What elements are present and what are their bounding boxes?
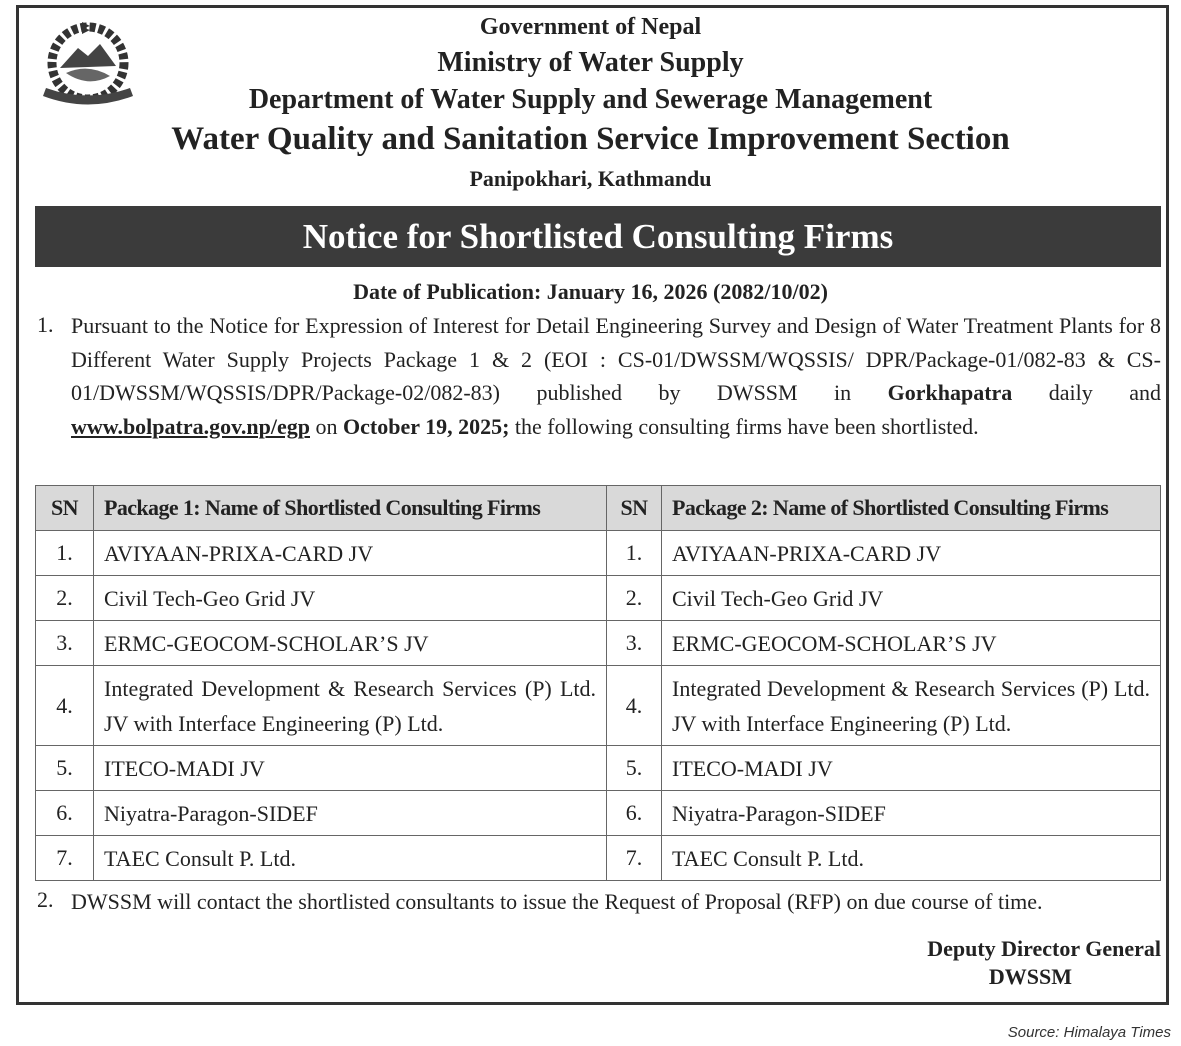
sn-cell: 6. — [607, 791, 662, 836]
bolpatra-link[interactable]: www.bolpatra.gov.np/egp — [71, 413, 310, 439]
table-row — [36, 621, 1161, 666]
package1-firm: AVIYAAN-PRIXA-CARD JV — [94, 531, 607, 576]
para1-text: Pursuant to the Notice for Expression of Interest for Detail Engineering Survey and Design of Water Treatment Plants for 8 Different Water Supply Projects Package 1 & 2 (EOI : CS-01/DWSSM/WQSSIS/ DPR/Package-01/082-83 & CS-01/DWSSM/WQSSIS/DPR/Package-02/082-83) published by DWSSM in — [71, 313, 1161, 405]
eoi-date: October 19, 2025; — [343, 413, 510, 439]
package2-firm: ERMC-GEOCOM-SCHOLAR’S JV — [662, 621, 1161, 666]
sn-cell: 4. — [607, 666, 662, 746]
sn-cell: 2. — [607, 576, 662, 621]
table-row — [36, 666, 1161, 746]
package2-firm: ITECO-MADI JV — [662, 746, 1161, 791]
package2-firm: Integrated Development & Research Services (P) Ltd. JV with Interface Engineering (P) Ltd. — [662, 666, 1161, 746]
para1-text: daily and — [1012, 380, 1161, 405]
table-row — [36, 531, 1161, 576]
sn-cell: 1. — [36, 531, 94, 576]
shortlist-table — [35, 485, 1161, 881]
package1-firm: ERMC-GEOCOM-SCHOLAR’S JV — [94, 621, 607, 666]
sn-cell: 6. — [36, 791, 94, 836]
header-sn: SN — [607, 486, 662, 531]
package1-firm: Civil Tech-Geo Grid JV — [94, 576, 607, 621]
header-package2: Package 2: Name of Shortlisted Consulting Firms — [662, 486, 1161, 531]
newspaper-name: Gorkhapatra — [887, 380, 1013, 405]
para1-text: the following consulting firms have been shortlisted. — [509, 413, 979, 439]
header-package1: Package 1: Name of Shortlisted Consulting Firms — [94, 486, 607, 531]
header-section: Water Quality and Sanitation Service Improvement Section — [171, 121, 1010, 157]
package1-firm: TAEC Consult P. Ltd. — [94, 836, 607, 881]
header-address: Panipokhari, Kathmandu — [469, 166, 712, 191]
para1-number: 1. — [37, 312, 54, 337]
para2-number: 2. — [37, 887, 54, 912]
sn-cell: 4. — [36, 666, 94, 746]
sn-cell: 3. — [607, 621, 662, 666]
table-row — [36, 836, 1161, 881]
package2-firm: Niyatra-Paragon-SIDEF — [662, 791, 1161, 836]
header-department: Department of Water Supply and Sewerage Management — [248, 84, 933, 115]
signature-org: DWSSM — [988, 964, 1072, 989]
para2: DWSSM will contact the shortlisted consultants to issue the Request of Proposal (RFP) on due course of time. — [71, 889, 1043, 914]
sn-cell: 1. — [607, 531, 662, 576]
sn-cell: 7. — [36, 836, 94, 881]
package1-firm: Niyatra-Paragon-SIDEF — [94, 791, 607, 836]
sn-cell: 5. — [36, 746, 94, 791]
header-ministry: Ministry of Water Supply — [437, 47, 744, 78]
notice-title: Notice for Shortlisted Consulting Firms — [35, 206, 1161, 267]
sn-cell: 2. — [36, 576, 94, 621]
package2-firm: Civil Tech-Geo Grid JV — [662, 576, 1161, 621]
header-government: Government of Nepal — [479, 14, 702, 40]
package1-firm: ITECO-MADI JV — [94, 746, 607, 791]
para1-text: on — [310, 413, 343, 439]
table-row — [36, 791, 1161, 836]
package1-firm: Integrated Development & Research Services (P) Ltd. JV with Interface Engineering (P) Ltd. — [94, 666, 607, 746]
package2-firm: TAEC Consult P. Ltd. — [662, 836, 1161, 881]
table-row — [36, 576, 1161, 621]
signature-title: Deputy Director General — [927, 936, 1161, 961]
publication-date: Date of Publication: January 16, 2026 (2082/10/02) — [353, 279, 828, 304]
source-credit: Source: Himalaya Times — [1007, 1024, 1171, 1041]
table-row — [36, 746, 1161, 791]
sn-cell: 3. — [36, 621, 94, 666]
header-sn: SN — [36, 486, 94, 531]
sn-cell: 7. — [607, 836, 662, 881]
sn-cell: 5. — [607, 746, 662, 791]
package2-firm: AVIYAAN-PRIXA-CARD JV — [662, 531, 1161, 576]
para1 — [71, 309, 1161, 443]
